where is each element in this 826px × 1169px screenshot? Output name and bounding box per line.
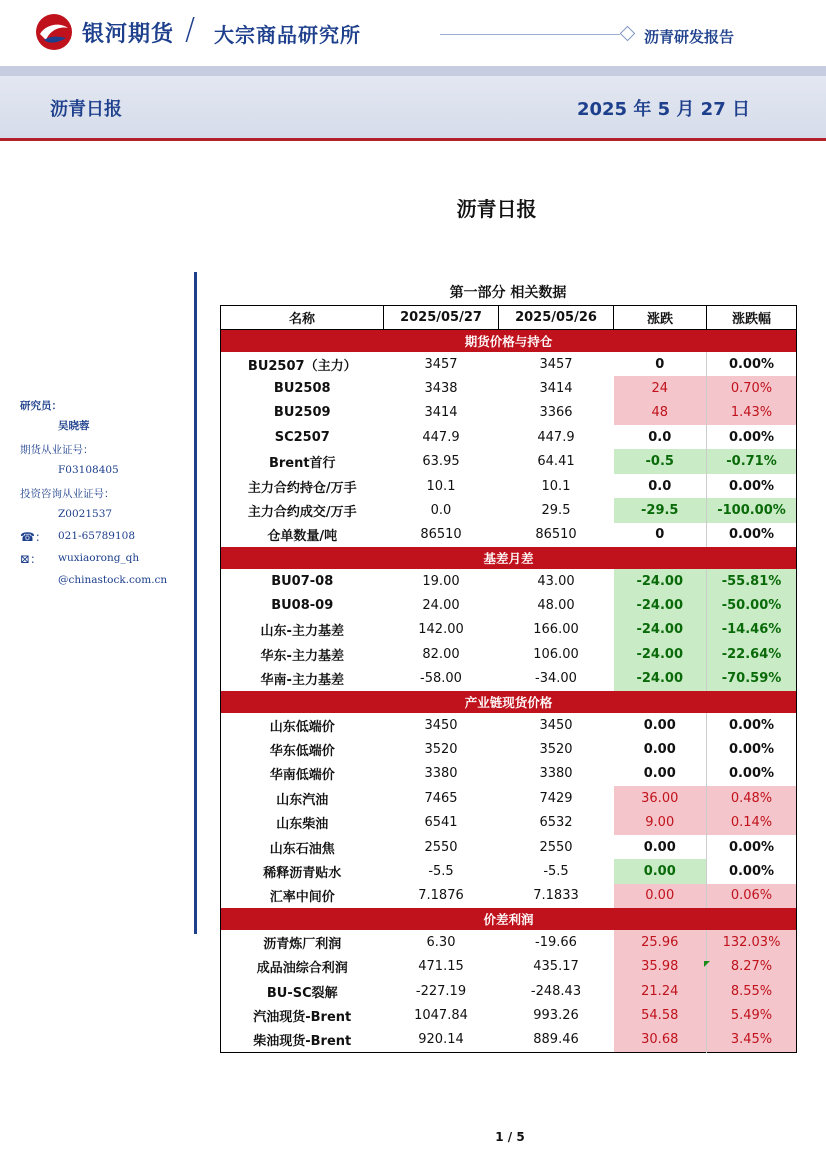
table-row (221, 713, 797, 737)
row-change-cell: 0.0 (648, 478, 672, 494)
row-change-pct-cell: 0.48% (707, 786, 797, 810)
row-change-cell: 0.00 (643, 839, 676, 855)
row-change-cell: 0.00 (614, 859, 707, 883)
row-name-cell: 华东-主力基差 (260, 648, 344, 664)
row-change-pct-cell: 5.49% (707, 1003, 797, 1027)
row-name-cell: 汽油现货-Brent (253, 1009, 352, 1025)
section-heading: 基差月差 (221, 547, 797, 569)
row-change-cell: 21.24 (614, 979, 707, 1003)
row-value-previous-cell: -5.5 (543, 864, 569, 879)
row-value-previous-cell: -248.43 (530, 983, 582, 999)
row-change-pct-cell: -22.64% (707, 642, 797, 666)
table-row (221, 737, 797, 761)
row-name-cell: BU2508 (273, 380, 331, 396)
row-change-cell: -24.00 (614, 618, 707, 642)
row-change-pct-cell: 0.00% (707, 425, 797, 449)
row-value-current-cell: 6.30 (426, 934, 456, 950)
row-value-current-cell: 82.00 (422, 646, 460, 662)
table-row (221, 449, 797, 473)
row-value-previous-cell: 29.5 (541, 502, 571, 518)
row-change-pct-cell: 0.00% (707, 474, 797, 498)
row-change-pct-cell: -100.00% (707, 498, 797, 522)
row-value-current-cell: 920.14 (418, 1032, 464, 1048)
row-change-pct-cell: 3.45% (707, 1028, 797, 1052)
row-value-previous-cell: 447.9 (537, 429, 575, 445)
row-change-cell: 9.00 (614, 811, 707, 835)
table-row (221, 618, 797, 642)
col-header-change-pct: 涨跌幅 (707, 306, 797, 330)
row-change-cell: -29.5 (614, 498, 707, 522)
row-change-cell: 35.98 (614, 954, 707, 978)
row-change-cell: 0.00 (643, 766, 676, 782)
table-row (221, 352, 797, 376)
row-value-previous-cell: 6532 (539, 815, 573, 831)
row-value-current-cell: 447.9 (422, 429, 460, 445)
table-section-row (221, 547, 797, 569)
row-change-cell: 0.00 (643, 717, 676, 733)
table-section-row (221, 691, 797, 713)
document-title: 沥青日报 (456, 197, 537, 221)
researcher-label: 研究员： (20, 400, 62, 412)
row-value-current-cell: 142.00 (418, 622, 464, 638)
row-value-current-cell: 19.00 (422, 573, 460, 589)
row-change-cell: 0.00 (614, 884, 707, 908)
row-value-previous-cell: -19.66 (535, 934, 577, 950)
table-row (221, 474, 797, 498)
row-value-current-cell: 471.15 (418, 959, 464, 975)
row-change-cell: 0 (655, 356, 665, 372)
row-value-previous-cell: 2550 (539, 839, 573, 855)
row-change-cell: -0.5 (614, 449, 707, 473)
row-change-pct-cell: 132.03% (707, 930, 797, 954)
table-row (221, 762, 797, 786)
row-change-cell: 30.68 (614, 1028, 707, 1052)
table-section-row (221, 330, 797, 352)
page-header (0, 0, 826, 64)
section-heading: 价差利润 (221, 908, 797, 930)
col-header-change: 涨跌 (614, 306, 707, 330)
row-value-previous-cell: 43.00 (537, 573, 575, 589)
row-value-previous-cell: 3380 (539, 766, 573, 782)
row-name-cell: BU2507（主力） (247, 358, 357, 374)
row-name-cell: 山东柴油 (276, 817, 329, 833)
row-value-previous-cell: 86510 (535, 527, 577, 543)
row-change-cell: 24 (614, 376, 707, 400)
row-value-current-cell: 3380 (424, 766, 458, 782)
row-change-pct-cell: -55.81% (707, 569, 797, 593)
row-name-cell: BU2509 (273, 405, 331, 421)
row-change-cell: 25.96 (614, 930, 707, 954)
col-header-date2: 2025/05/26 (499, 306, 614, 330)
row-name-cell: 主力合约持仓/万手 (247, 480, 357, 496)
row-value-current-cell: 3520 (424, 742, 458, 758)
row-value-previous-cell: 64.41 (537, 454, 575, 470)
row-change-pct-cell: 0.06% (707, 884, 797, 908)
email-address-line1[interactable]: wuxiaorong_qh (58, 552, 140, 564)
row-name-cell: SC2507 (274, 429, 330, 445)
row-name-cell: 仓单数量/吨 (267, 529, 338, 545)
row-change-pct-cell: 1.43% (707, 401, 797, 425)
row-value-previous-cell: 993.26 (533, 1007, 579, 1023)
table-row (221, 786, 797, 810)
row-value-current-cell: -58.00 (420, 671, 462, 687)
row-change-cell: 36.00 (614, 786, 707, 810)
table-row (221, 859, 797, 883)
table-body (221, 330, 797, 1052)
row-value-current-cell: 6541 (424, 815, 458, 831)
header-band-top (0, 66, 826, 76)
row-name-cell: 华东低端价 (269, 744, 335, 760)
galaxy-futures-logo-icon (34, 12, 74, 52)
row-change-cell: 54.58 (614, 1003, 707, 1027)
row-value-current-cell: 7.1876 (418, 888, 464, 904)
row-name-cell: 柴油现货-Brent (253, 1034, 352, 1050)
col-header-date1: 2025/05/27 (384, 306, 499, 330)
row-change-pct-cell: 0.00% (707, 762, 797, 786)
table-row (221, 569, 797, 593)
diamond-icon (620, 26, 636, 42)
row-change-cell: -24.00 (614, 667, 707, 691)
table-row (221, 1003, 797, 1027)
row-value-previous-cell: 435.17 (533, 959, 579, 975)
section-heading: 产业链现货价格 (221, 691, 797, 713)
table-row (221, 593, 797, 617)
row-value-previous-cell: 889.46 (533, 1032, 579, 1048)
row-value-current-cell: 2550 (424, 839, 458, 855)
row-name-cell: 主力合约成交/万手 (247, 504, 357, 520)
table-header-row (221, 306, 797, 330)
row-value-current-cell: 3450 (424, 717, 458, 733)
page-number: 1 / 5 (495, 1130, 525, 1144)
row-name-cell: 华南低端价 (269, 768, 335, 784)
row-value-current-cell: 86510 (420, 527, 462, 543)
email-icon: ⊠： (20, 552, 43, 566)
table-row (221, 667, 797, 691)
table-row (221, 884, 797, 908)
section-title: 第一部分 相关数据 (449, 285, 567, 301)
table-row (221, 401, 797, 425)
row-name-cell: 山东低端价 (269, 719, 335, 735)
table-row (221, 811, 797, 835)
row-change-cell: 0.0 (648, 429, 672, 445)
row-value-current-cell: 63.95 (422, 454, 460, 470)
row-change-cell: 0 (655, 527, 665, 543)
row-value-current-cell: 0.0 (430, 502, 452, 518)
phone-number: 021-65789108 (58, 530, 136, 542)
row-value-previous-cell: 10.1 (541, 478, 571, 494)
advisory-cert-label: 投资咨询从业证号： (20, 488, 115, 500)
email-address-line2[interactable]: @chinastock.com.cn (58, 574, 168, 586)
row-value-current-cell: -227.19 (415, 983, 467, 999)
table-row (221, 930, 797, 954)
row-name-cell: 山东-主力基差 (260, 624, 344, 640)
researcher-name: 吴晓蓉 (58, 420, 90, 432)
row-value-current-cell: 1047.84 (414, 1007, 468, 1023)
row-name-cell: BU07-08 (271, 573, 334, 589)
row-name-cell: 山东汽油 (276, 792, 329, 808)
table-row (221, 498, 797, 522)
table-row (221, 979, 797, 1003)
row-change-cell: 48 (614, 401, 707, 425)
row-change-pct-cell: -70.59% (707, 667, 797, 691)
row-value-previous-cell: 3414 (539, 380, 573, 396)
row-value-previous-cell: 166.00 (533, 622, 579, 638)
row-value-previous-cell: 3520 (539, 742, 573, 758)
row-change-cell: -24.00 (614, 642, 707, 666)
table-row (221, 954, 797, 978)
table-row (221, 642, 797, 666)
row-name-cell: 山东石油焦 (269, 841, 335, 857)
row-change-cell: -24.00 (614, 569, 707, 593)
row-value-previous-cell: 7429 (539, 790, 573, 806)
row-name-cell: BU-SC裂解 (266, 985, 338, 1001)
row-value-current-cell: -5.5 (428, 864, 454, 879)
futures-cert-label: 期货从业证号： (20, 444, 94, 456)
row-change-pct-cell: 0.70% (707, 376, 797, 400)
comment-marker-icon (704, 961, 710, 967)
table-row (221, 425, 797, 449)
table-section-row (221, 908, 797, 930)
data-table (220, 305, 797, 1053)
row-name-cell: BU08-09 (271, 598, 334, 614)
row-value-previous-cell: 3366 (539, 405, 573, 421)
row-name-cell: 成品油综合利润 (256, 961, 348, 977)
row-change-pct-cell: 0.00% (707, 859, 797, 883)
row-value-current-cell: 3414 (424, 405, 458, 421)
row-change-cell: 0.00 (643, 742, 676, 758)
header-rule (440, 34, 620, 35)
header-red-rule (0, 138, 826, 141)
table-row (221, 523, 797, 547)
row-value-current-cell: 24.00 (422, 598, 460, 614)
row-value-current-cell: 3457 (424, 356, 458, 372)
col-header-name: 名称 (221, 306, 384, 330)
row-name-cell: 稀释沥青贴水 (263, 866, 342, 881)
row-name-cell: 汇率中间价 (269, 890, 335, 906)
row-change-pct-cell: -50.00% (707, 593, 797, 617)
row-value-current-cell: 7465 (424, 790, 458, 806)
row-value-previous-cell: 3450 (539, 717, 573, 733)
row-name-cell: 沥青炼厂利润 (263, 936, 342, 952)
row-value-current-cell: 10.1 (426, 478, 456, 494)
brand-divider: / (185, 12, 196, 47)
table-row (221, 1028, 797, 1052)
advisory-cert-number: Z0021537 (58, 508, 113, 520)
row-value-previous-cell: 48.00 (537, 598, 575, 614)
row-change-pct-cell: 8.27% (707, 954, 797, 978)
row-value-previous-cell: -34.00 (535, 671, 577, 687)
row-change-pct-cell: 0.00% (707, 737, 797, 761)
brand-name: 银河期货 (82, 22, 175, 47)
table-row (221, 835, 797, 859)
table-row (221, 376, 797, 400)
section-heading: 期货价格与持仓 (221, 330, 797, 352)
row-change-pct-cell: -0.71% (707, 449, 797, 473)
row-value-previous-cell: 7.1833 (533, 888, 579, 904)
institute-name: 大宗商品研究所 (214, 23, 361, 47)
report-type: 沥青研发报告 (644, 28, 735, 46)
row-name-cell: 华南-主力基差 (260, 673, 344, 689)
band-title: 沥青日报 (50, 99, 122, 120)
row-change-pct-cell: 8.55% (707, 979, 797, 1003)
phone-icon: ☎： (20, 530, 47, 544)
row-change-pct-cell: 0.00% (707, 835, 797, 859)
row-value-previous-cell: 106.00 (533, 646, 579, 662)
sidebar-divider (194, 272, 197, 934)
row-change-cell: -24.00 (614, 593, 707, 617)
report-date: 2025 年 5 月 27 日 (576, 99, 750, 120)
row-name-cell: Brent首行 (268, 456, 336, 472)
row-change-pct-cell: -14.46% (707, 618, 797, 642)
row-value-current-cell: 3438 (424, 380, 458, 396)
row-change-pct-cell: 0.00% (707, 523, 797, 547)
row-value-previous-cell: 3457 (539, 356, 573, 372)
futures-cert-number: F03108405 (58, 464, 119, 476)
row-change-pct-cell: 0.14% (707, 811, 797, 835)
row-change-pct-cell: 0.00% (707, 352, 797, 376)
row-change-pct-cell: 0.00% (707, 713, 797, 737)
